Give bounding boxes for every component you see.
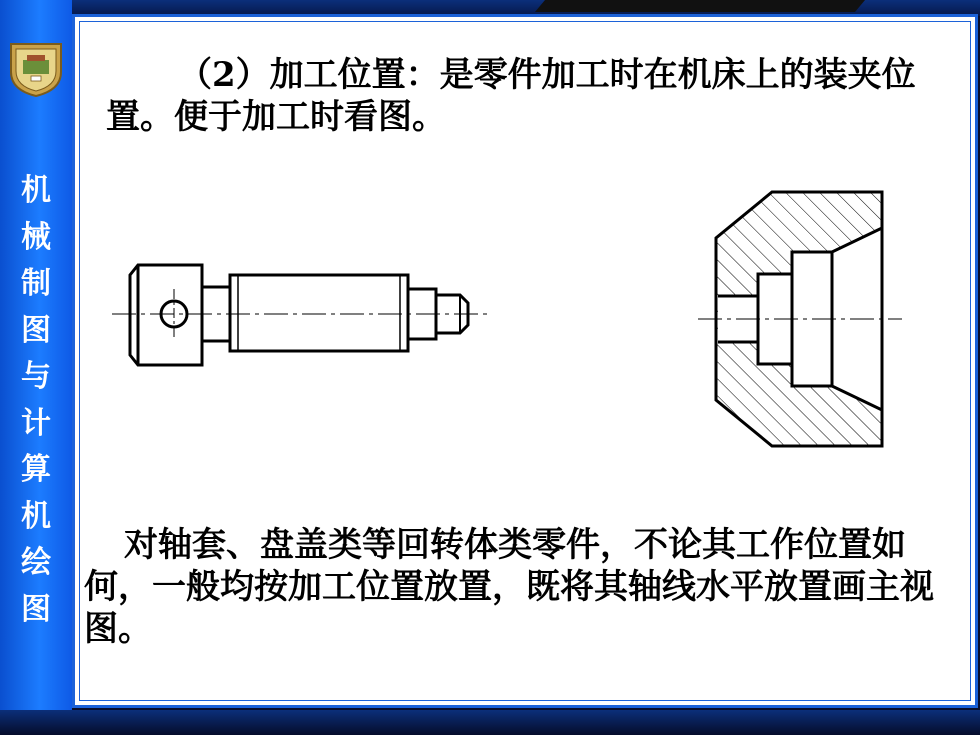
- sidebar-title-char: 图: [21, 312, 51, 348]
- top-decor-tab: [535, 0, 865, 12]
- paragraph-rotary-parts: 对轴套、盘盖类等回转体类零件，不论其工作位置如何，一般均按加工位置放置，既将其轴线水平放置画主视图。: [84, 525, 934, 649]
- bottom-decor-bar: [0, 710, 980, 735]
- sleeve-section-view: [696, 188, 906, 450]
- shaft-body: [230, 275, 408, 351]
- university-emblem-icon: [7, 38, 65, 98]
- sidebar-title: [0, 168, 72, 633]
- shaft-front-view: [110, 255, 500, 375]
- paragraph-machining-position: （2）加工位置：是零件加工时在机床上的装夹位置。便于加工时看图。: [106, 55, 916, 137]
- sidebar-title-char: 械: [21, 219, 51, 255]
- sidebar-title-char: 绘: [21, 545, 51, 580]
- sidebar-title-char: 图: [21, 591, 51, 627]
- sidebar-title-char: 与: [21, 359, 51, 394]
- sidebar: [0, 0, 72, 712]
- sidebar-title-char: 算: [21, 452, 51, 487]
- sidebar-title-char: 机: [21, 498, 51, 534]
- sidebar-title-char: 机: [21, 173, 51, 208]
- sidebar-title-char: 计: [21, 405, 51, 441]
- shaft-head: [130, 265, 202, 365]
- sidebar-title-char: 制: [21, 266, 51, 301]
